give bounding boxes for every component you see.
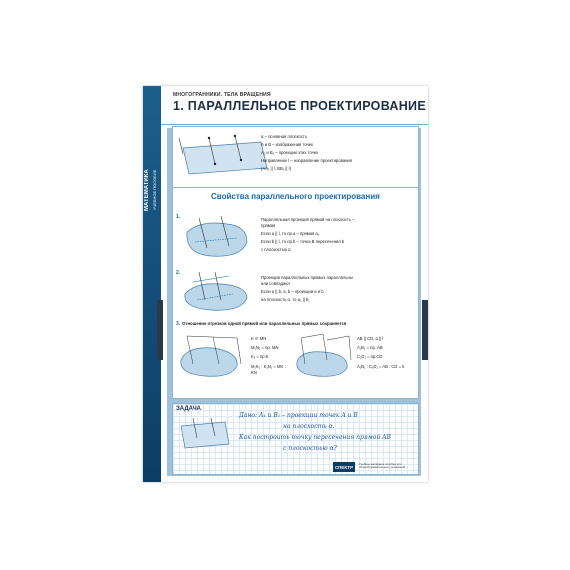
intro-diagram — [175, 130, 275, 192]
task-line-3: Как построить точку пересечения прямой AB — [239, 434, 391, 441]
intro-line-3: A₁ и B₁ – проекции этих точек — [261, 150, 319, 155]
left-formula-4: M₁K₁ : K₁N₁ = MK : KN — [251, 364, 286, 375]
task-title: ЗАДАЧА — [176, 406, 202, 412]
property-3-left-diagram — [177, 330, 249, 382]
subject-label: МАТЕМАТИКА — [144, 169, 150, 211]
publisher-logo: СПЕКТР — [333, 462, 355, 472]
poster — [143, 86, 428, 482]
properties-title: Свойства параллельного проектирования — [211, 192, 380, 201]
binding-tab-right — [422, 300, 428, 360]
side-strip — [143, 86, 161, 482]
left-formula-1: K ∈ MN — [251, 336, 267, 341]
property-2-diagram — [181, 268, 253, 316]
topic-kicker: МНОГОГРАННИКИ. ТЕЛА ВРАЩЕНИЯ — [173, 92, 271, 98]
property-1-line-3: Если a || l, то пр.a – прямая a₁ — [261, 231, 320, 236]
property-1-line-4: Если b || l, то пр.b – точка B пересечения b — [261, 239, 345, 244]
right-formula-1: AB || CD, α || l — [357, 336, 384, 341]
page-title: 1. ПАРАЛЛЕЛЬНОЕ ПРОЕКТИРОВАНИЕ — [173, 99, 426, 113]
property-2-line-2: или совпадают — [261, 281, 291, 286]
footer-note: Учебное наглядное пособие для общеобразовательных учреждений — [359, 462, 406, 470]
subject-sublabel: УЧЕБНОЕ ПОСОБИЕ — [152, 169, 157, 211]
side-label — [144, 160, 160, 220]
property-1-line-5: с плоскостью α — [261, 247, 291, 252]
property-1-diagram — [181, 212, 253, 262]
header-divider — [161, 124, 428, 125]
intro-line-1: α – основная плоскость — [261, 134, 308, 139]
property-1-line-2: прямая — [261, 223, 276, 228]
property-3-line-1: Отношение отрезков одной прямой или параллельных прямых сохраняется — [182, 321, 347, 326]
task-diagram — [177, 416, 233, 456]
binding-tab-left — [157, 300, 163, 360]
intro-line-5: (AA₁ || l, BB₁ || l) — [261, 166, 291, 171]
left-formula-2: M₁N₁ = пр. MN — [251, 345, 279, 350]
property-2-number: 2. — [176, 270, 181, 276]
property-2-line-4: на плоскость α, то a₁ || b₁ — [261, 297, 310, 302]
intro-line-2: A и B – изображения точек — [261, 142, 313, 147]
task-line-4: с плоскостью α? — [283, 445, 337, 452]
property-3-right-diagram — [293, 330, 355, 382]
right-formula-2: A₁B₁ = пр. AB — [357, 345, 383, 350]
right-formula-3: C₁D₁ = пр.CD — [357, 354, 383, 359]
property-2-line-1: Проекции параллельных прямых параллельны — [261, 275, 353, 280]
task-line-1: Дано: A₁ и B₁ – проекции точек A и B — [239, 412, 358, 419]
property-3-number: 3. — [176, 321, 181, 327]
property-1-line-1: Параллельная проекция прямой на плоскость – — [261, 217, 355, 222]
intro-line-4: Направление l – направление проектирования — [261, 158, 352, 163]
task-line-2: на плоскость α. — [283, 423, 335, 430]
left-formula-3: K₁ = пр.K — [251, 354, 269, 359]
property-2-line-3: Если a || b, a, b – проекции a и b — [261, 289, 324, 294]
property-1-number: 1. — [176, 214, 181, 220]
right-formula-4: A₁B₁ : C₁D₁ = AB : CD = k — [357, 364, 405, 369]
